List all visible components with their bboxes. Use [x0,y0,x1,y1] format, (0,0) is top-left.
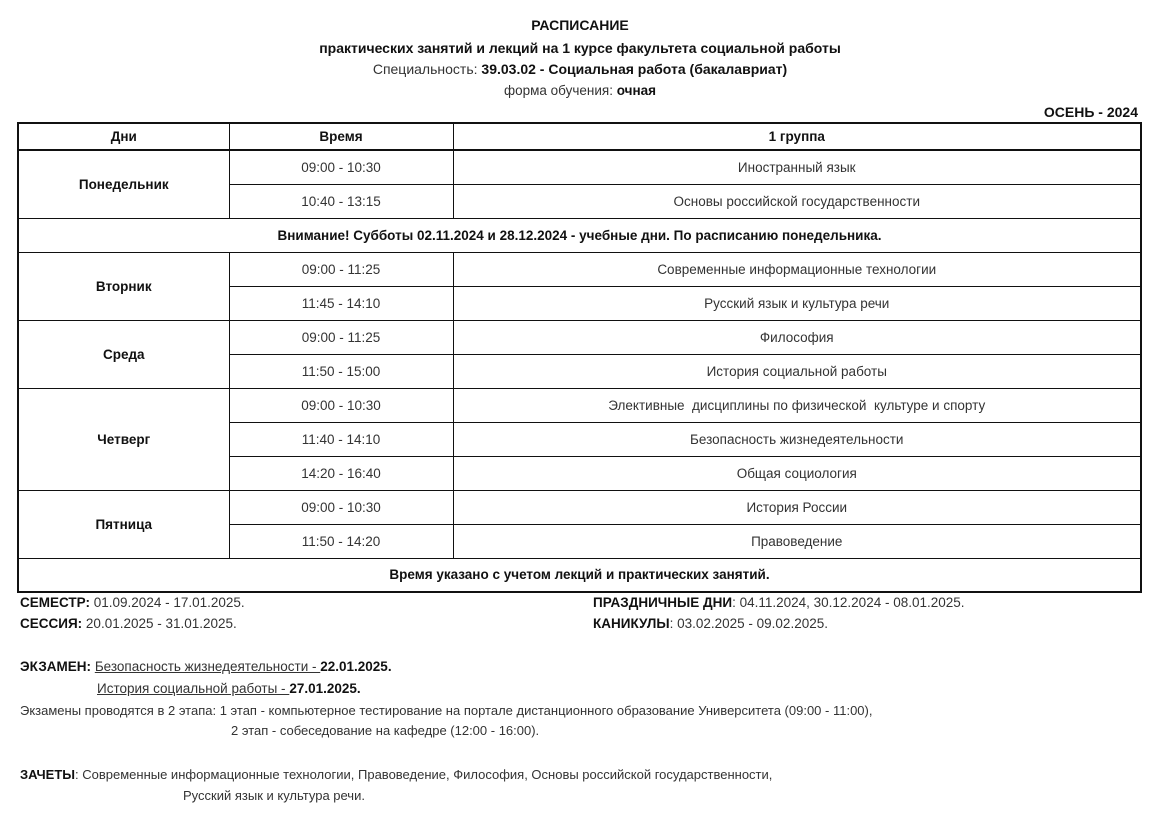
study-form-value: очная [616,83,657,98]
study-form [0,83,1160,98]
semester-info [20,595,245,610]
holidays-label: ПРАЗДНИЧНЫЕ ДНИ [593,595,733,610]
subject-cell: Современные информационные технологии [453,252,1141,286]
day-cell: Четверг [18,388,229,490]
subject-cell: Правоведение [453,524,1141,558]
exam-label: ЭКЗАМЕН: [20,659,92,674]
subject-cell: Философия [453,320,1141,354]
table-header-row [18,123,1141,150]
time-cell: 14:20 - 16:40 [229,456,453,490]
holidays-value: : 04.11.2024, 30.12.2024 - 08.01.2025. [732,595,965,610]
page-subtitle: практических занятий и лекций на 1 курсе факультета социальной работы [319,40,841,56]
specialty-label: Специальность: [372,61,478,77]
time-cell: 09:00 - 11:25 [229,252,453,286]
exam-note-line-1: Экзамены проводятся в 2 этапа: 1 этап - компьютерное тестирование на портале дистанционного образование Университета (09:00 - 11:00), [20,703,873,718]
table-row [18,320,1141,354]
vacation-info [593,616,828,631]
table-row [18,490,1141,524]
exam-note-line-2: 2 этап - собеседование на кафедре (12:00 - 16:00). [231,723,540,738]
column-header-group: 1 группа [453,123,1141,150]
subject-cell: Безопасность жизнедеятельности [453,422,1141,456]
notice-row [18,218,1141,252]
subject-cell: Общая социология [453,456,1141,490]
table-row [18,388,1141,422]
subject-cell: История социальной работы [453,354,1141,388]
session-value: 20.01.2025 - 31.01.2025. [85,616,237,631]
credits-label: ЗАЧЕТЫ [20,767,76,782]
schedule-table [17,122,1142,593]
session-label: СЕССИЯ: [20,616,83,631]
study-form-label: форма обучения: [503,83,613,98]
season-label: ОСЕНЬ - 2024 [1043,104,1138,120]
semester-label: СЕМЕСТР: [20,595,90,610]
day-cell: Пятница [18,490,229,558]
session-info [20,616,237,631]
notice-row [18,558,1141,592]
saturday-notice: Внимание! Субботы 02.11.2024 и 28.12.2024 - учебные дни. По расписанию понедельника. [18,218,1141,252]
exam-date: 27.01.2025. [289,681,361,696]
subject-cell: Основы российской государственности [453,184,1141,218]
exam-subject: История социальной работы - [97,681,290,696]
page-title: РАСПИСАНИЕ [531,17,629,33]
time-cell: 09:00 - 10:30 [229,388,453,422]
time-cell: 10:40 - 13:15 [229,184,453,218]
time-cell: 11:50 - 14:20 [229,524,453,558]
subject-cell: История России [453,490,1141,524]
vacation-label: КАНИКУЛЫ [593,616,670,631]
subject-cell: Иностранный язык [453,150,1141,184]
exam-line-2 [97,681,361,696]
credits-line-1 [20,767,772,782]
exam-line-1 [20,659,392,674]
time-cell: 11:45 - 14:10 [229,286,453,320]
time-cell: 11:40 - 14:10 [229,422,453,456]
vacation-value: : 03.02.2025 - 09.02.2025. [669,616,828,631]
subject-cell: Элективные дисциплины по физической культуре и спорту [453,388,1141,422]
time-cell: 09:00 - 10:30 [229,150,453,184]
subject-cell: Русский язык и культура речи [453,286,1141,320]
column-header-days: Дни [18,123,229,150]
exam-date: 22.01.2025. [320,659,392,674]
day-cell: Вторник [18,252,229,320]
table-row [18,150,1141,184]
time-cell: 09:00 - 10:30 [229,490,453,524]
specialty [0,61,1160,77]
specialty-value: 39.03.02 - Социальная работа (бакалавриат) [481,61,788,77]
table-row [18,252,1141,286]
time-notice: Время указано с учетом лекций и практических занятий. [18,558,1141,592]
time-cell: 09:00 - 11:25 [229,320,453,354]
time-cell: 11:50 - 15:00 [229,354,453,388]
column-header-time: Время [229,123,453,150]
semester-value: 01.09.2024 - 17.01.2025. [93,595,245,610]
day-cell: Понедельник [18,150,229,218]
holidays-info [593,595,965,610]
day-cell: Среда [18,320,229,388]
exam-subject: Безопасность жизнедеятельности - [94,659,321,674]
credits-value: : Современные информационные технологии, Правоведение, Философия, Основы российской государственности, [75,767,773,782]
credits-line-2: Русский язык и культура речи. [183,788,365,803]
